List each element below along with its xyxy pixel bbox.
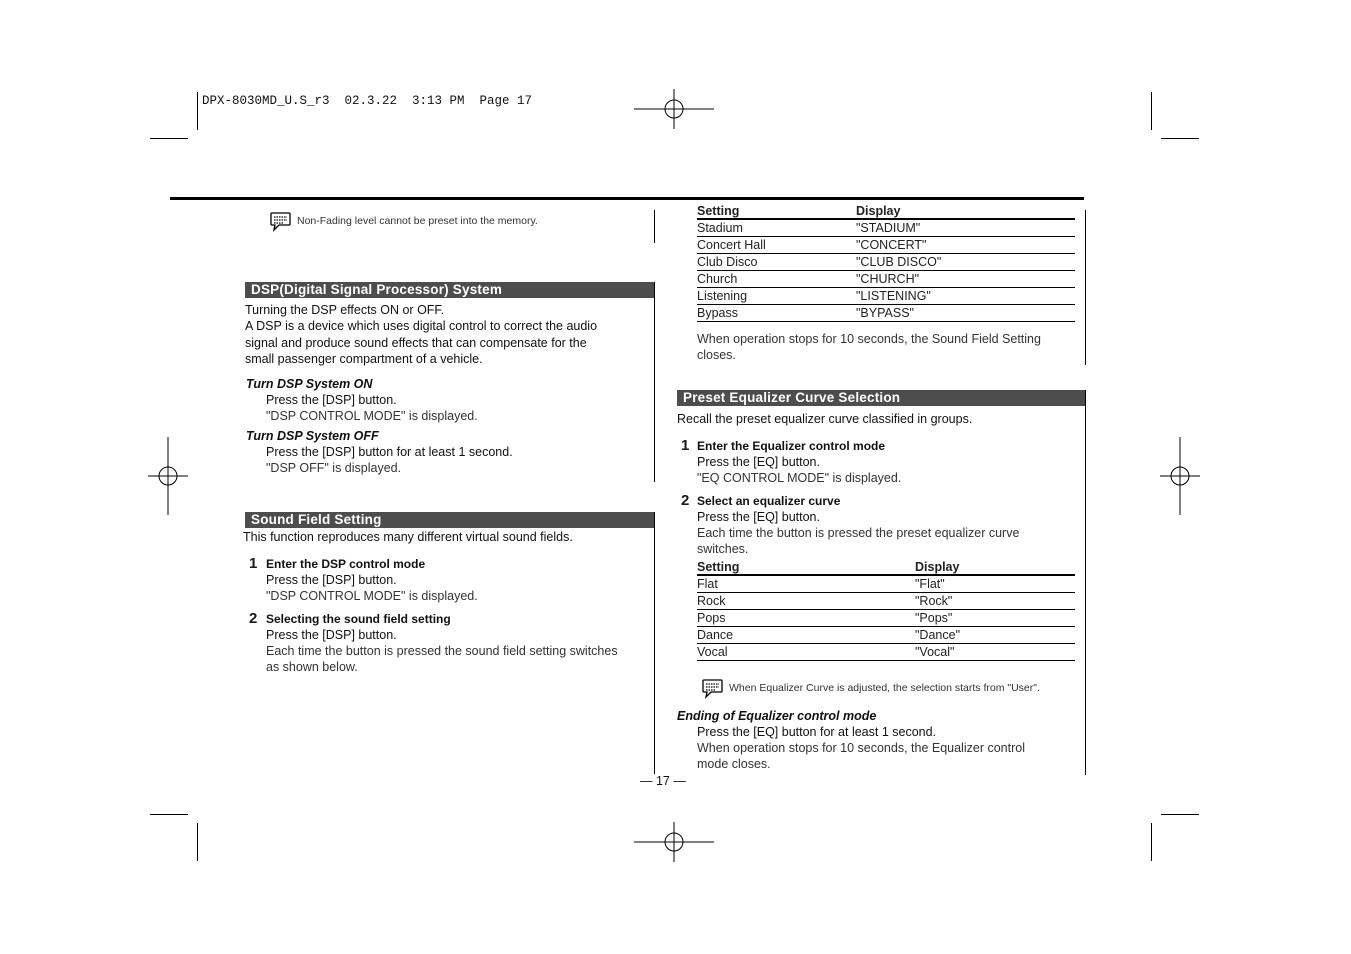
step-line: Press the [EQ] button. (697, 510, 820, 524)
table-row (697, 644, 1075, 661)
table-row (697, 305, 1075, 322)
table-cell: "BYPASS" (856, 305, 1075, 322)
note-icon (701, 677, 724, 699)
table-row (697, 271, 1075, 288)
step-line: Press the [EQ] button. (697, 455, 820, 469)
eq-end-line: When operation stops for 10 seconds, the Equalizer control (697, 741, 1025, 755)
table-cell: Stadium (697, 219, 856, 237)
step-line: switches. (697, 542, 749, 556)
table-cell: Bypass (697, 305, 856, 322)
dsp-on-line: Press the [DSP] button. (266, 393, 397, 407)
registration-mark-bottom (634, 822, 714, 862)
table-cell: "CONCERT" (856, 237, 1075, 254)
dsp-off-line: Press the [DSP] button for at least 1 second. (266, 445, 513, 459)
subheading-dsp-off: Turn DSP System OFF (246, 429, 379, 443)
registration-mark-left (148, 437, 188, 515)
dsp-intro-line: small passenger compartment of a vehicle. (245, 352, 483, 366)
table-cell: "Flat" (915, 575, 1075, 593)
table-cell: "Dance" (915, 627, 1075, 644)
dsp-intro-line: signal and produce sound effects that can compensate for the (245, 336, 587, 350)
sound-intro: This function reproduces many different virtual sound fields. (243, 530, 573, 544)
step-number: 2 (249, 610, 258, 627)
eq-end-line: mode closes. (697, 757, 771, 771)
table-cell: Flat (697, 575, 915, 593)
table-cell: Pops (697, 610, 915, 627)
table-header: Display (856, 203, 1075, 219)
table-cell: "CHURCH" (856, 271, 1075, 288)
step-title: Selecting the sound field setting (266, 612, 451, 626)
registration-mark-top (634, 89, 714, 129)
step-line: Each time the button is pressed the sound field setting switches (266, 644, 618, 658)
step-title: Enter the Equalizer control mode (697, 439, 886, 453)
subheading-eq-end: Ending of Equalizer control mode (677, 709, 877, 723)
step-number: 2 (681, 492, 690, 509)
table-row (697, 219, 1075, 237)
column-divider-right-1 (1085, 210, 1086, 365)
step-line: "DSP CONTROL MODE" is displayed. (266, 589, 478, 603)
page-number: — 17 — (640, 774, 686, 788)
dsp-off-line: "DSP OFF" is displayed. (266, 461, 402, 475)
table-row (697, 575, 1075, 593)
top-rule (170, 197, 1084, 200)
table-cell: Concert Hall (697, 237, 856, 254)
step-line: Press the [DSP] button. (266, 573, 397, 587)
sound-field-table (697, 203, 1075, 322)
equalizer-table (697, 559, 1075, 661)
sound-after-line: When operation stops for 10 seconds, the Sound Field Setting (697, 332, 1041, 346)
dsp-intro-line: A DSP is a device which uses digital control to correct the audio (245, 319, 598, 333)
section-heading-sound-field: Sound Field Setting (245, 512, 655, 528)
section-heading-eq: Preset Equalizer Curve Selection (677, 390, 1086, 406)
dsp-on-line: "DSP CONTROL MODE" is displayed. (266, 409, 478, 423)
table-cell: Dance (697, 627, 915, 644)
table-header-row (697, 559, 1075, 575)
eq-end-line: Press the [EQ] button for at least 1 second. (697, 725, 937, 739)
column-divider-right-2 (1085, 390, 1086, 775)
step-number: 1 (249, 555, 258, 572)
step-number: 1 (681, 437, 690, 454)
table-header: Setting (697, 559, 915, 575)
table-row (697, 288, 1075, 305)
table-cell: "Vocal" (915, 644, 1075, 661)
registration-mark-right (1160, 437, 1200, 515)
step-line: Press the [DSP] button. (266, 628, 397, 642)
dsp-intro-line: Turning the DSP effects ON or OFF. (245, 303, 445, 317)
step-title: Enter the DSP control mode (266, 557, 426, 571)
table-header: Setting (697, 203, 856, 219)
column-divider-left-1 (654, 282, 655, 482)
table-cell: Club Disco (697, 254, 856, 271)
print-slug: DPX-8030MD_U.S_r3 02.3.22 3:13 PM Page 17 (202, 94, 533, 108)
table-row (697, 627, 1075, 644)
table-cell: "CLUB DISCO" (856, 254, 1075, 271)
step-line: Each time the button is pressed the preset equalizer curve (697, 526, 1020, 540)
column-divider-left-2 (654, 512, 655, 774)
table-row (697, 237, 1075, 254)
table-cell: "STADIUM" (856, 219, 1075, 237)
table-cell: "LISTENING" (856, 288, 1075, 305)
sound-after-line: closes. (697, 348, 736, 362)
eq-intro: Recall the preset equalizer curve classified in groups. (677, 412, 973, 426)
table-cell: "Rock" (915, 593, 1075, 610)
note-icon (269, 210, 292, 232)
table-header: Display (915, 559, 1075, 575)
step-line: "EQ CONTROL MODE" is displayed. (697, 471, 902, 485)
table-header-row (697, 203, 1075, 219)
table-row (697, 593, 1075, 610)
step-title: Select an equalizer curve (697, 494, 841, 508)
subheading-dsp-on: Turn DSP System ON (246, 377, 373, 391)
table-cell: Rock (697, 593, 915, 610)
table-row (697, 254, 1075, 271)
eq-note-text: When Equalizer Curve is adjusted, the selection starts from "User". (729, 682, 1040, 694)
table-row (697, 610, 1075, 627)
table-cell: Listening (697, 288, 856, 305)
table-cell: "Pops" (915, 610, 1075, 627)
column-divider-top (654, 210, 655, 243)
note-text: Non-Fading level cannot be preset into the memory. (297, 215, 538, 227)
table-cell: Vocal (697, 644, 915, 661)
step-line: as shown below. (266, 660, 358, 674)
table-cell: Church (697, 271, 856, 288)
section-heading-dsp: DSP(Digital Signal Processor) System (245, 282, 655, 298)
